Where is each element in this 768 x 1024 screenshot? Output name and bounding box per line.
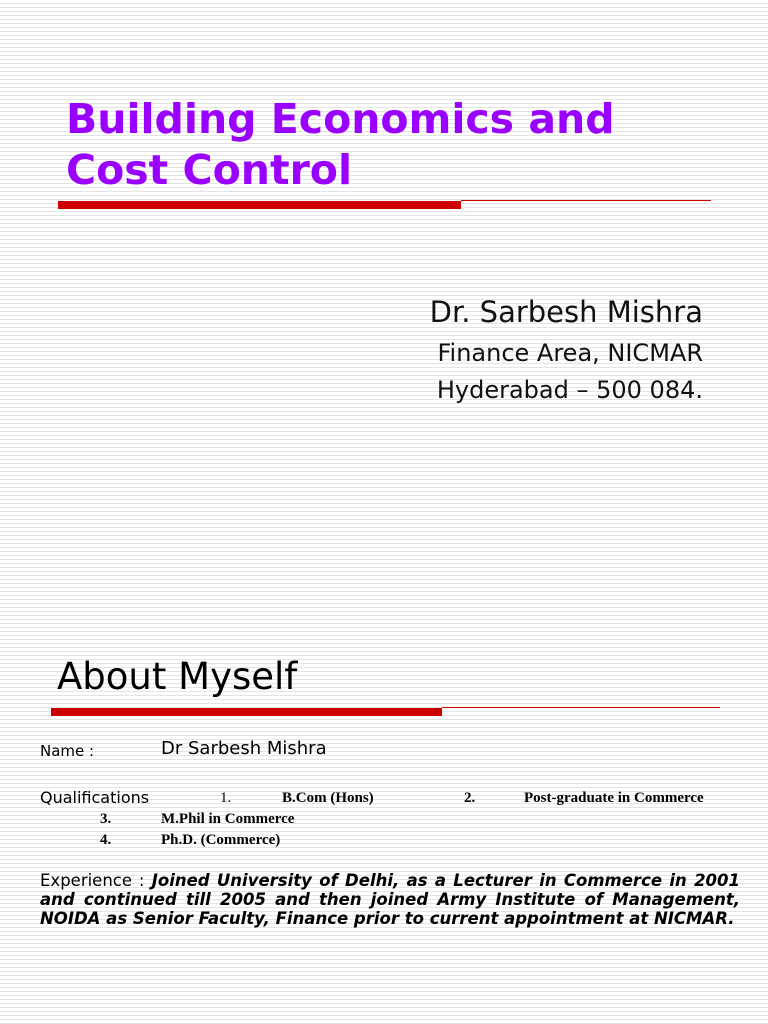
slide-title: Building Economics and Cost Control — [66, 95, 615, 194]
experience-label: Experience : — [40, 871, 145, 890]
qualification-number: 1. — [220, 790, 232, 806]
qualification-number: 4. — [100, 832, 112, 848]
section-underline-thick — [51, 708, 442, 716]
qualification-item: M.Phil in Commerce — [161, 811, 295, 827]
qualification-number: 3. — [100, 811, 112, 827]
name-label: Name : — [40, 742, 95, 760]
qualifications-label: Qualifications — [40, 788, 150, 807]
name-value: Dr Sarbesh Mishra — [161, 738, 327, 759]
title-underline-thin — [461, 200, 711, 201]
experience-text: Joined University of Delhi, as a Lecturer in Commerce in 2001 and continued till 2005 and then joined Army Institute of Management, NOIDA as Senior Faculty, Finance prior to current appointment at NICMAR. — [40, 871, 740, 928]
author-department: Finance Area, NICMAR — [437, 339, 703, 367]
qualification-number: 2. — [464, 790, 476, 806]
author-location: Hyderabad – 500 084. — [436, 376, 703, 404]
experience-paragraph — [40, 871, 740, 928]
title-underline-thick — [58, 201, 461, 209]
section-title: About Myself — [57, 655, 298, 698]
qualification-item: Ph.D. (Commerce) — [161, 832, 281, 848]
qualification-item: Post-graduate in Commerce — [524, 790, 704, 806]
section-underline-thin — [442, 707, 720, 708]
author-name: Dr. Sarbesh Mishra — [429, 295, 703, 329]
qualification-item: B.Com (Hons) — [282, 790, 374, 806]
